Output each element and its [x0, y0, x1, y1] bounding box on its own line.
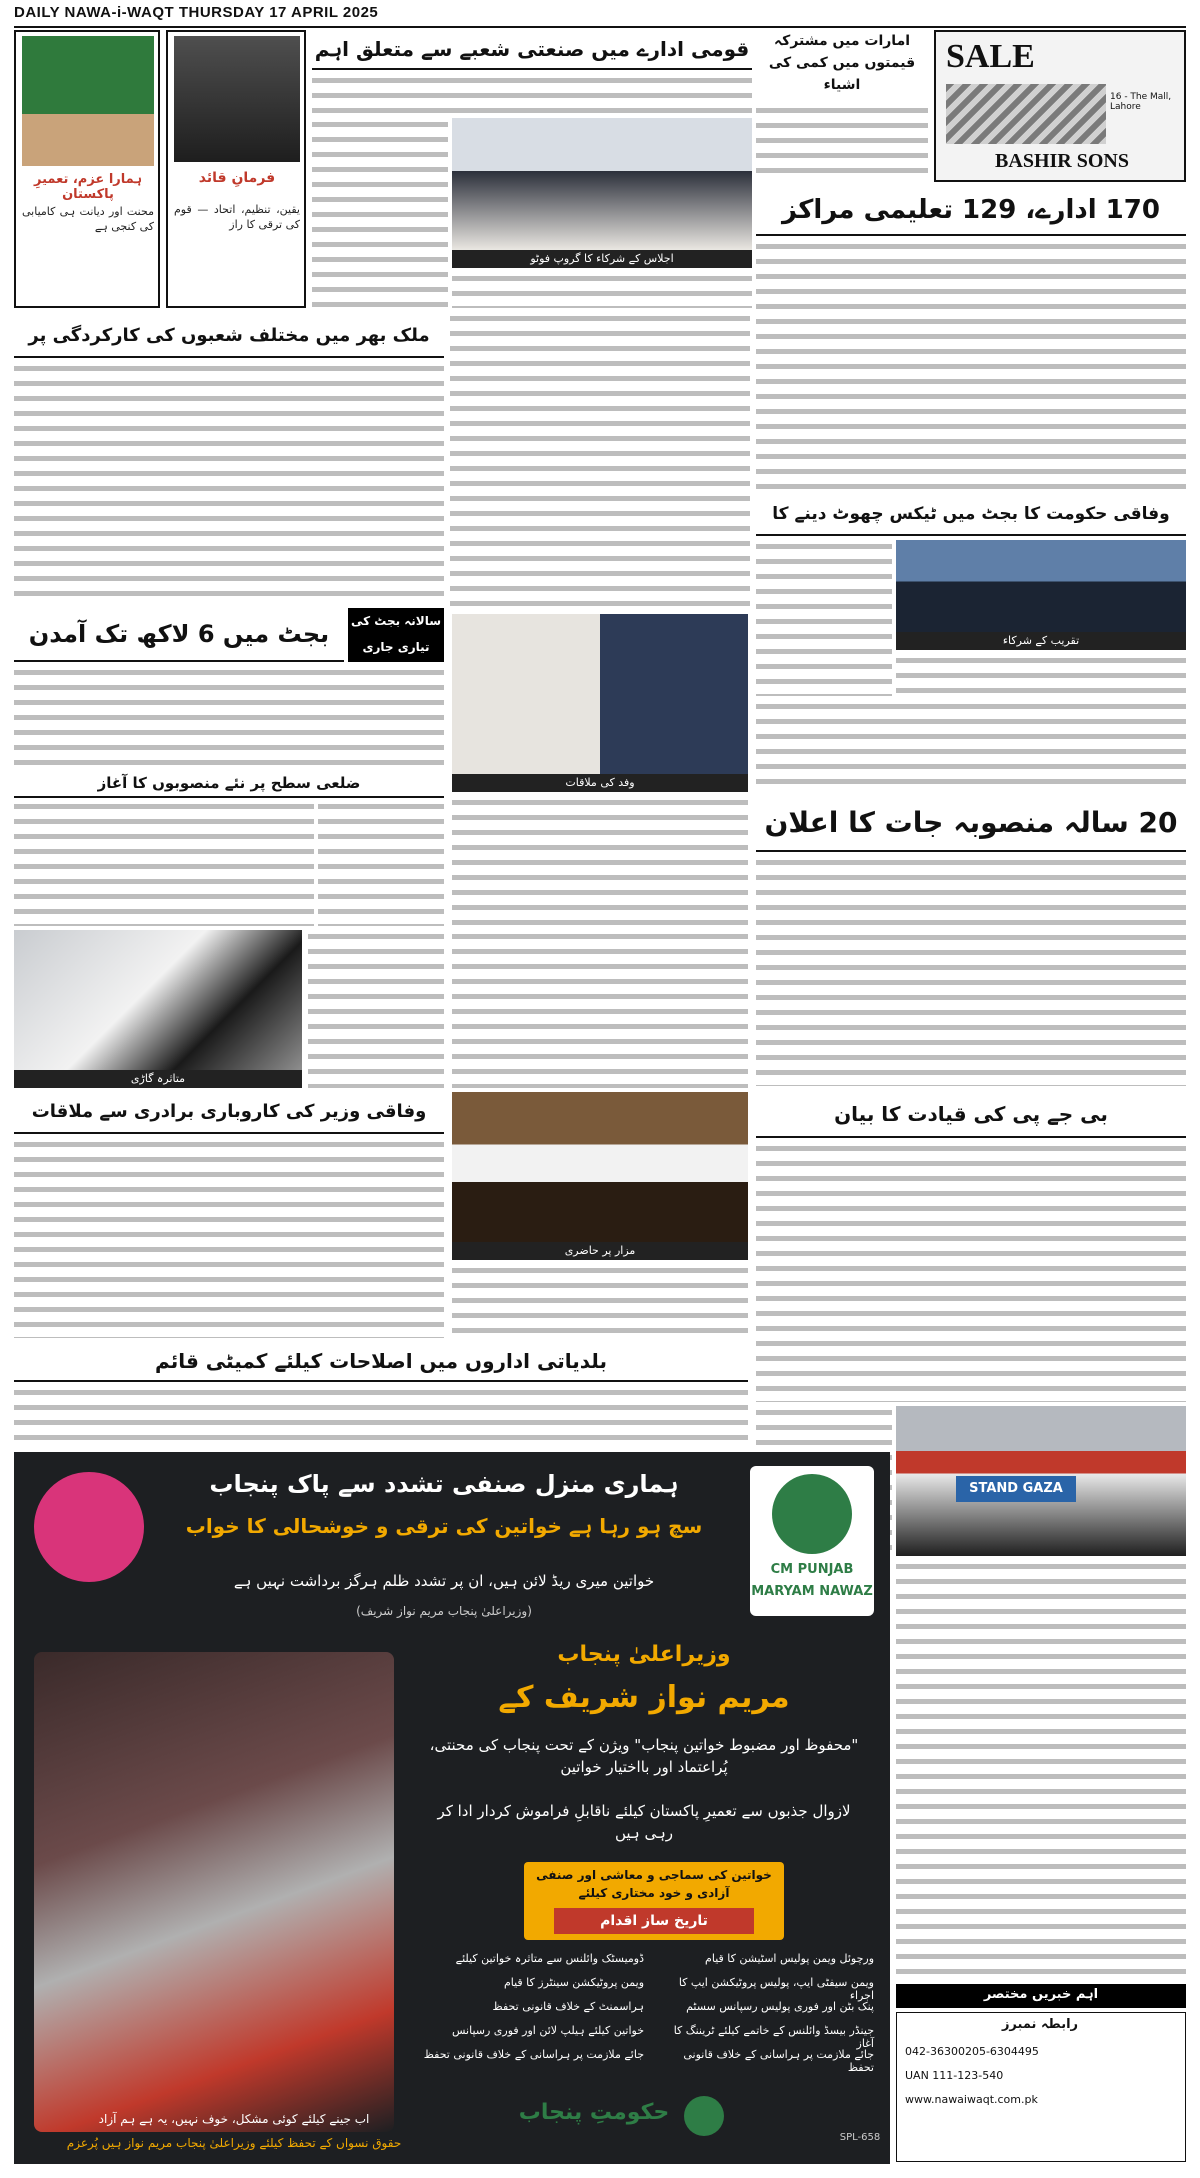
masthead: DAILY NAWA-i-WAQT THURSDAY 17 APRIL 2025: [14, 4, 379, 21]
masthead-rule: [14, 26, 1186, 28]
cm-urdu-name: مریم نواز شریف کے: [498, 1680, 790, 1715]
mid-body: [14, 1138, 444, 1338]
bullet-right-3: جینڈر بیسڈ وائلنس کے خاتمے کیلئے ٹریننگ کا آغاز: [673, 2024, 874, 2050]
sale-ad: [934, 30, 1186, 182]
side-strap: اہم خبریں مختصر: [896, 1984, 1186, 2008]
quote-text-right: یقین، تنظیم، اتحاد — قوم کی ترقی کا راز: [174, 203, 300, 231]
ad-quote: خواتین میری ریڈ لائن ہیں، ان پر تشدد ظلم ہرگز برداشت نہیں ہے: [233, 1572, 655, 1590]
cm-label: CM PUNJAB: [770, 1562, 854, 1577]
ad-vision-2: لازوال جذبوں سے تعمیرِ پاکستان کیلئے ناقابلِ فراموش کردار ادا کر رہی ہیں: [437, 1802, 851, 1842]
right-lower-headline: بی جے پی کی قیادت کا بیان: [756, 1092, 1186, 1138]
lead-headline: 170 ادارے، 129 تعلیمی مراکز: [756, 186, 1186, 236]
shrine-photo-caption: مزار پر حاضری: [452, 1242, 748, 1260]
ad-headline: ہماری منزل صنفی تشدد سے پاک پنجاب: [209, 1470, 679, 1498]
top-below-photo: [452, 272, 752, 308]
cm-title: وزیراعلیٰ پنجاب: [557, 1642, 731, 1667]
ad-illustration: [34, 1652, 394, 2132]
ad-govt: حکومتِ پنجاب: [518, 2100, 670, 2125]
conference-photo: [896, 540, 1186, 632]
mid-headline: وفاقی وزیر کی کاروباری برادری سے ملاقات: [14, 1092, 444, 1134]
top-right-headline: امارات میں مشترکہ قیمتوں میں کمی کی اشیاء: [756, 30, 928, 100]
sale-ad-brand: BASHIR SONS: [995, 150, 1129, 172]
female-symbol-icon: [34, 1472, 144, 1582]
top-banner-headline: قومی ادارے میں صنعتی شعبے سے متعلق اہم: [312, 30, 752, 70]
top-left-columns: [312, 118, 448, 308]
shrine-body: [452, 1264, 748, 1338]
quote-title-right: فرمانِ قائد: [198, 170, 276, 186]
lower-center-body: [14, 1386, 748, 1448]
ad-vision: "محفوظ اور مضبوط خواتین پنجاب" ویژن کے تحت پنجاب کی محنتی، پُراعتماد اور بااختیار خواتین: [429, 1736, 859, 1776]
car-photo-caption: متاثرہ گاڑی: [14, 1070, 302, 1088]
right-mid-body: [756, 700, 1186, 792]
big20-headline: 20 سالہ منصوبہ جات کا اعلان: [756, 796, 1186, 852]
conference-photo-caption: تقریب کے شرکاء: [896, 632, 1186, 650]
budget-body: [14, 666, 444, 768]
quote-title-left: ہمارا عزم، تعمیرِ پاکستان: [34, 172, 142, 202]
ad-tagline: سچ ہو رہا ہے خواتین کی ترقی و خوشحالی کا خواب: [185, 1514, 703, 1538]
group-photo-caption: اجلاس کے شرکاء کا گروپ فوٹو: [452, 250, 752, 268]
col1-body: [14, 362, 444, 602]
col1-headline: ملک بھر میں مختلف شعبوں کی کارکردگی پر: [14, 318, 444, 358]
bullets-left: [414, 1952, 644, 2072]
budget-strap: سالانہ بجٹ کی تیاری جاری: [348, 608, 444, 662]
bullet-left-2: ہراسمنٹ کے خلاف قانونی تحفظ: [492, 2000, 644, 2013]
contact-title: رابطہ نمبرز: [1001, 2017, 1079, 2032]
energy-body: [756, 540, 892, 696]
energy-headline: وفاقی حکومت کا بجٹ میں ٹیکس چھوٹ دینے کا: [756, 496, 1186, 536]
govt-logo-icon: [684, 2096, 724, 2136]
sale-ad-title: SALE: [946, 38, 1035, 75]
ad-quote-attr: (وزیراعلیٰ پنجاب مریم نواز شریف): [356, 1604, 532, 1618]
quote-box-left: [14, 30, 160, 308]
rally-banner: STAND GAZA: [956, 1476, 1076, 1502]
cm-portrait-card: [750, 1466, 874, 1616]
bullet-left-1: ویمن پروٹیکشن سینٹرز کا قیام: [503, 1976, 644, 1989]
lead-body: [756, 240, 1186, 492]
contact-line-1: 042-36300205-6304495: [905, 2045, 1039, 2058]
bullet-right-1: ویمن سیفٹی ایپ، پولیس پروٹیکشن ایپ کا اجراء: [678, 1976, 874, 2002]
bullet-left-3: خواتین کیلئے ہیلپ لائن اور فوری رسپانس: [452, 2024, 644, 2037]
bullets-right: [654, 1952, 874, 2072]
sale-ad-image: [946, 84, 1106, 144]
quote-box-right: [166, 30, 306, 308]
contact-line-3: www.nawaiwaqt.com.pk: [905, 2093, 1038, 2106]
energy-body-2: [896, 654, 1186, 696]
meeting-body: [452, 796, 748, 926]
ad-footer-left: اب جینے کیلئے کوئی مشکل، خوف نہیں، یہ ہے ہم آزاد: [98, 2112, 370, 2126]
big20-body: [756, 856, 1186, 1086]
right-lower-body: [756, 1142, 1186, 1402]
ad-code: SPL-658: [839, 2132, 881, 2143]
shrine-photo: [452, 1092, 748, 1242]
main-ad: [14, 1452, 890, 2164]
sub1-side: [318, 800, 444, 926]
portrait-quaid: [174, 36, 300, 162]
bullet-left-4: جائے ملازمت پر ہراسانی کے خلاف قانونی تحفظ: [423, 2048, 644, 2061]
bullet-right-2: پنک بٹن اور فوری پولیس رسپانس سسٹم: [686, 2000, 874, 2013]
center-column-upper: [450, 312, 750, 610]
meeting-photo-caption: وفد کی ملاقات: [452, 774, 748, 792]
bullet-right-4: جائے ملازمت پر ہراسانی کے خلاف قانونی تحفظ: [683, 2048, 874, 2074]
cm-name: MARYAM NAWAZ: [751, 1584, 873, 1599]
cm-portrait: [772, 1474, 852, 1554]
sale-ad-address: 16 - The Mall, Lahore: [1110, 92, 1172, 112]
ad-banner: [524, 1862, 784, 1940]
right-bottom-body: [896, 1560, 1186, 1980]
ad-banner-line2: تاریخ ساز اقدام: [554, 1908, 754, 1934]
meeting-photo: [452, 614, 748, 774]
lower-center-headline: بلدیاتی اداروں میں اصلاحات کیلئے کمیٹی قائم: [14, 1342, 748, 1382]
quote-text-left: محنت اور دیانت ہی کامیابی کی کنجی ہے: [22, 205, 154, 233]
rally-photo: [896, 1406, 1186, 1556]
group-photo: [452, 118, 752, 250]
bullet-left-0: ڈومیسٹک وائلنس سے متاثرہ خواتین کیلئے: [455, 1952, 644, 1965]
contact-box: [896, 2012, 1186, 2162]
car-photo: [14, 930, 302, 1070]
top-right-body: [756, 104, 928, 180]
ad-footer-left-2: حقوق نسواں کے تحفظ کیلئے وزیراعلیٰ پنجاب مریم نواز ہیں پُرعزم: [66, 2136, 402, 2150]
top-banner-body: [312, 74, 752, 114]
car-side-body: [308, 930, 444, 1088]
bullet-right-0: ورچوئل ویمن پولیس اسٹیشن کا قیام: [705, 1952, 874, 1965]
ad-banner-line1: خواتین کی سماجی و معاشی اور صنفی آزادی و خود مختاری کیلئے: [536, 1868, 772, 1900]
sub1-headline: ضلعی سطح پر نئے منصوبوں کا آغاز: [14, 770, 444, 798]
portrait-left: [22, 36, 154, 166]
contact-line-2: UAN 111-123-540: [905, 2069, 1004, 2082]
sub1-body: [14, 800, 314, 926]
budget-headline: بجٹ میں 6 لاکھ تک آمدن: [14, 608, 344, 662]
center-mid-body: [452, 930, 748, 1088]
